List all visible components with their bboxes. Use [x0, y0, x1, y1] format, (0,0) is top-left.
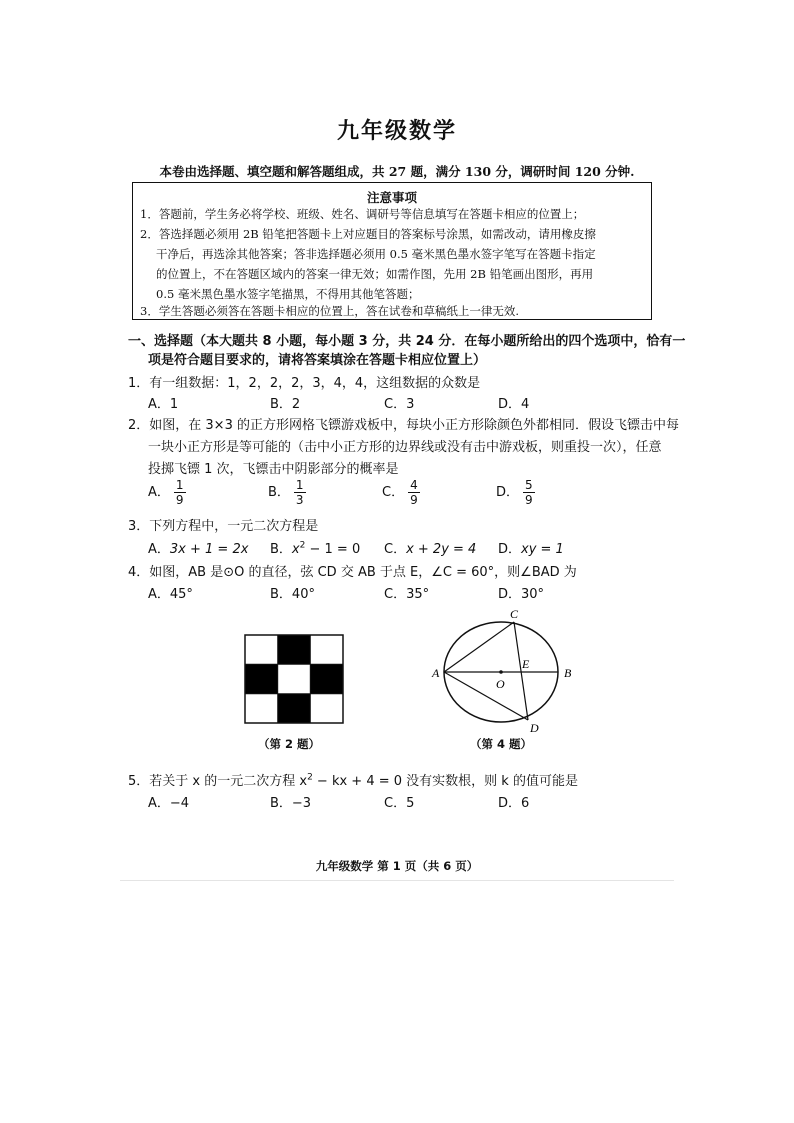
label-o: O	[496, 677, 505, 691]
notice-line-5: 0.5 毫米黑色墨水签字笔描黑，不得用其他笔答题；	[156, 287, 420, 301]
label-a: A	[432, 666, 440, 680]
q5-option-d: D．6	[498, 796, 530, 811]
option-letter: B．	[268, 485, 290, 500]
q3-option-d	[498, 538, 564, 557]
option-expression: 3x + 1 = 2x	[169, 542, 249, 557]
exponent: 2	[299, 540, 306, 551]
chord-cd	[514, 622, 528, 720]
q1-stem: 1．有一组数据：1，2，2，2，3，4，4，这组数据的众数是	[128, 376, 481, 391]
fraction	[408, 478, 420, 507]
fraction-denominator: 9	[525, 493, 533, 507]
q1-option-b: B．2	[270, 397, 301, 412]
q5-stem	[128, 770, 578, 789]
label-c: C	[510, 607, 519, 621]
fraction	[174, 478, 186, 507]
segment-ad	[444, 672, 528, 720]
label-d: D	[530, 721, 539, 734]
shaded-cell	[278, 635, 311, 664]
fraction-denominator: 9	[175, 493, 184, 507]
option-letter: D．	[496, 485, 520, 500]
notice-title: 注意事项	[366, 190, 417, 205]
q3-option-b	[270, 538, 360, 557]
notice-line-1: 1．答题前，学生务必将学校、班级、姓名、调研号等信息填写在答题卡相应的位置上；	[140, 207, 585, 221]
q2-line-1: 2．如图，在 3×3 的正方形网格飞镖游戏板中，每块小正方形除颜色外都相同．假设飞镖击中每	[128, 418, 679, 433]
q1-option-c: C．3	[384, 397, 415, 412]
notice-line-6: 3．学生答题必须答在答题卡相应的位置上，答在试卷和草稿纸上一律无效.	[140, 304, 519, 318]
notice-line-4: 的位置上，不在答题区域内的答案一律无效；如需作图，先用 2B 铅笔画出图形，再用	[156, 267, 594, 281]
option-expression-rest: − 1 = 0	[305, 542, 361, 557]
dartboard-grid-figure	[244, 634, 344, 724]
option-letter: A．	[148, 485, 170, 500]
q5-stem-rest: − kx + 4 = 0 没有实数根，则 k 的值可能是	[312, 774, 578, 789]
fraction-numerator: 5	[525, 478, 533, 492]
option-letter: C．	[382, 485, 405, 500]
q4-option-c: C．35°	[384, 587, 430, 602]
notice-line-2: 2．答选择题必须用 2B 铅笔把答题卡上对应题目的答案标号涂黑，如需改动，请用橡皮擦	[140, 227, 596, 241]
q1-option-d: D．4	[498, 397, 530, 412]
figure-2-caption: （第 2 题）	[258, 737, 321, 751]
page-footer: 九年级数学 第 1 页（共 6 页）	[315, 859, 479, 873]
q2-option-b	[268, 478, 306, 507]
shaded-cell	[278, 694, 311, 723]
section-heading-line-1: 一、选择题（本大题共 8 小题，每小题 3 分，共 24 分．在每小题所给出的四个选项中，恰有一	[128, 334, 686, 349]
exponent: 2	[307, 772, 313, 783]
q3-option-a	[148, 538, 248, 557]
fraction-denominator: 9	[410, 493, 418, 507]
fraction	[294, 478, 306, 507]
q5-option-c: C．5	[384, 796, 415, 811]
option-letter: C．	[384, 542, 407, 557]
q5-option-a: A．−4	[148, 796, 190, 811]
q4-option-d: D．30°	[498, 587, 545, 602]
q4-option-a: A．45°	[148, 587, 193, 602]
shaded-cell	[245, 664, 278, 693]
section-heading-line-2: 项是符合题目要求的，请将答案填涂在答题卡相应位置上）	[148, 353, 487, 368]
q2-option-c	[382, 478, 420, 507]
option-expression: xy = 1	[521, 542, 564, 557]
q5-stem-text: 5．若关于 x 的一元二次方程 x	[128, 774, 308, 789]
figure-4-caption: （第 4 题）	[470, 737, 533, 751]
exam-intro: 本卷由选择题、填空题和解答题组成，共 27 题，满分 130 分，调研时间 120 分钟.	[159, 164, 635, 179]
fraction-denominator: 3	[295, 493, 304, 507]
q2-option-d	[496, 478, 535, 507]
q5-option-b: B．−3	[270, 796, 312, 811]
page-title: 九年级数学	[336, 118, 457, 144]
label-e: E	[522, 657, 530, 671]
q2-line-2: 一块小正方形是等可能的（击中小正方形的边界线或没有击中游戏板，则重投一次），任意	[148, 440, 662, 455]
q4-stem: 4．如图，AB 是⊙O 的直径，弦 CD 交 AB 于点 E，∠C = 60°，则∠BAD 为	[128, 565, 577, 580]
option-letter: B．	[270, 542, 292, 557]
fraction-numerator: 4	[410, 478, 418, 492]
fraction	[523, 478, 535, 507]
q3-stem: 3．下列方程中，一元二次方程是	[128, 519, 319, 534]
label-b: B	[564, 666, 572, 680]
notice-line-3: 干净后，再选涂其他答案；答非选择题必须用 0.5 毫米黑色墨水签字笔写在答题卡指定	[156, 247, 596, 261]
option-letter: A．	[148, 542, 170, 557]
q3-option-c	[384, 538, 476, 557]
circle-geometry-figure	[428, 604, 578, 734]
fraction-numerator: 1	[295, 478, 304, 492]
segment-ac	[444, 622, 514, 672]
option-letter: D．	[498, 542, 522, 557]
option-expression: x	[291, 542, 300, 557]
q2-option-a	[148, 478, 186, 507]
q1-option-a: A．1	[148, 397, 179, 412]
q4-option-b: B．40°	[270, 587, 315, 602]
fraction-numerator: 1	[175, 478, 184, 492]
shaded-cell	[310, 664, 343, 693]
center-point	[499, 670, 503, 674]
footer-divider	[120, 880, 674, 881]
q2-line-3: 投掷飞镖 1 次，飞镖击中阴影部分的概率是	[148, 462, 399, 477]
option-expression: x + 2y = 4	[406, 542, 477, 557]
